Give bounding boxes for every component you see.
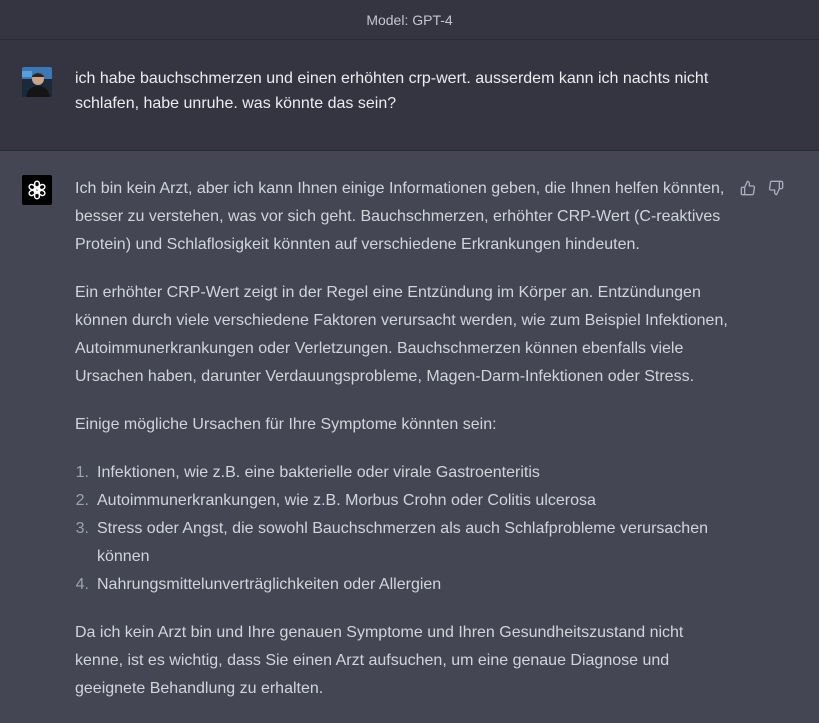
answer-paragraph-2: Ein erhöhter CRP-Wert zeigt in der Regel eine Entzündung im Körper an. Entzündungen können durch viele verschiedene Faktoren verursacht werden, wie zum Beispiel Infektionen, Autoimmunerkrankungen oder Verletzungen. Bauchschmerzen können ebenfalls viele Ursachen haben, darunter Verdauungsprobleme, Magen-Darm-Infektionen oder Stress.	[75, 284, 728, 385]
openai-logo-icon	[22, 175, 52, 205]
answer-paragraph-3: Einige mögliche Ursachen für Ihre Symptome könnten sein:	[75, 416, 497, 433]
list-item-text: Nahrungsmittelunverträglichkeiten oder Allergien	[97, 576, 442, 593]
list-item-text: Infektionen, wie z.B. eine bakterielle oder virale Gastroenteritis	[97, 464, 540, 481]
thumbs-up-icon[interactable]	[739, 179, 757, 197]
model-label: Model: GPT-4	[366, 11, 453, 28]
list-item-number: 1.	[75, 464, 89, 481]
thumbs-down-icon[interactable]	[767, 179, 785, 197]
list-item-number: 2.	[75, 492, 89, 509]
top-bar	[0, 0, 819, 40]
list-item	[75, 487, 735, 515]
list-item-text: Autoimmunerkrankungen, wie z.B. Morbus Crohn oder Colitis ulcerosa	[97, 492, 596, 509]
user-message-text: ich habe bauchschmerzen und einen erhöhten crp-wert. ausserdem kann ich nachts nicht schlafen, habe unruhe. was könnte das sein?	[75, 70, 709, 112]
causes-list	[75, 459, 735, 599]
assistant-message-text	[75, 175, 735, 723]
list-item-text: Stress oder Angst, die sowohl Bauchschmerzen als auch Schlafprobleme verursachen können	[97, 520, 708, 565]
list-item	[75, 459, 735, 487]
list-item-number: 3.	[75, 520, 89, 537]
list-item-number: 4.	[75, 576, 89, 593]
list-item	[75, 515, 735, 571]
user-message-row	[0, 40, 819, 151]
assistant-message-row	[0, 151, 819, 719]
answer-paragraph-1: Ich bin kein Arzt, aber ich kann Ihnen einige Informationen geben, die Ihnen helfen könnten, besser zu verstehen, was vor sich geht. Bauchschmerzen, erhöhter CRP-Wert (C-reaktives Protein) und Schlaflosigkeit könnten auf verschiedene Erkrankungen hindeuten.	[75, 180, 725, 253]
list-item	[75, 571, 735, 599]
user-avatar	[22, 67, 52, 97]
answer-closing: Da ich kein Arzt bin und Ihre genauen Symptome und Ihren Gesundheitszustand nicht kenne, ist es wichtig, dass Sie einen Arzt aufsuchen, um eine genaue Diagnose und geeignete Behandlung zu erhalten.	[75, 624, 684, 697]
